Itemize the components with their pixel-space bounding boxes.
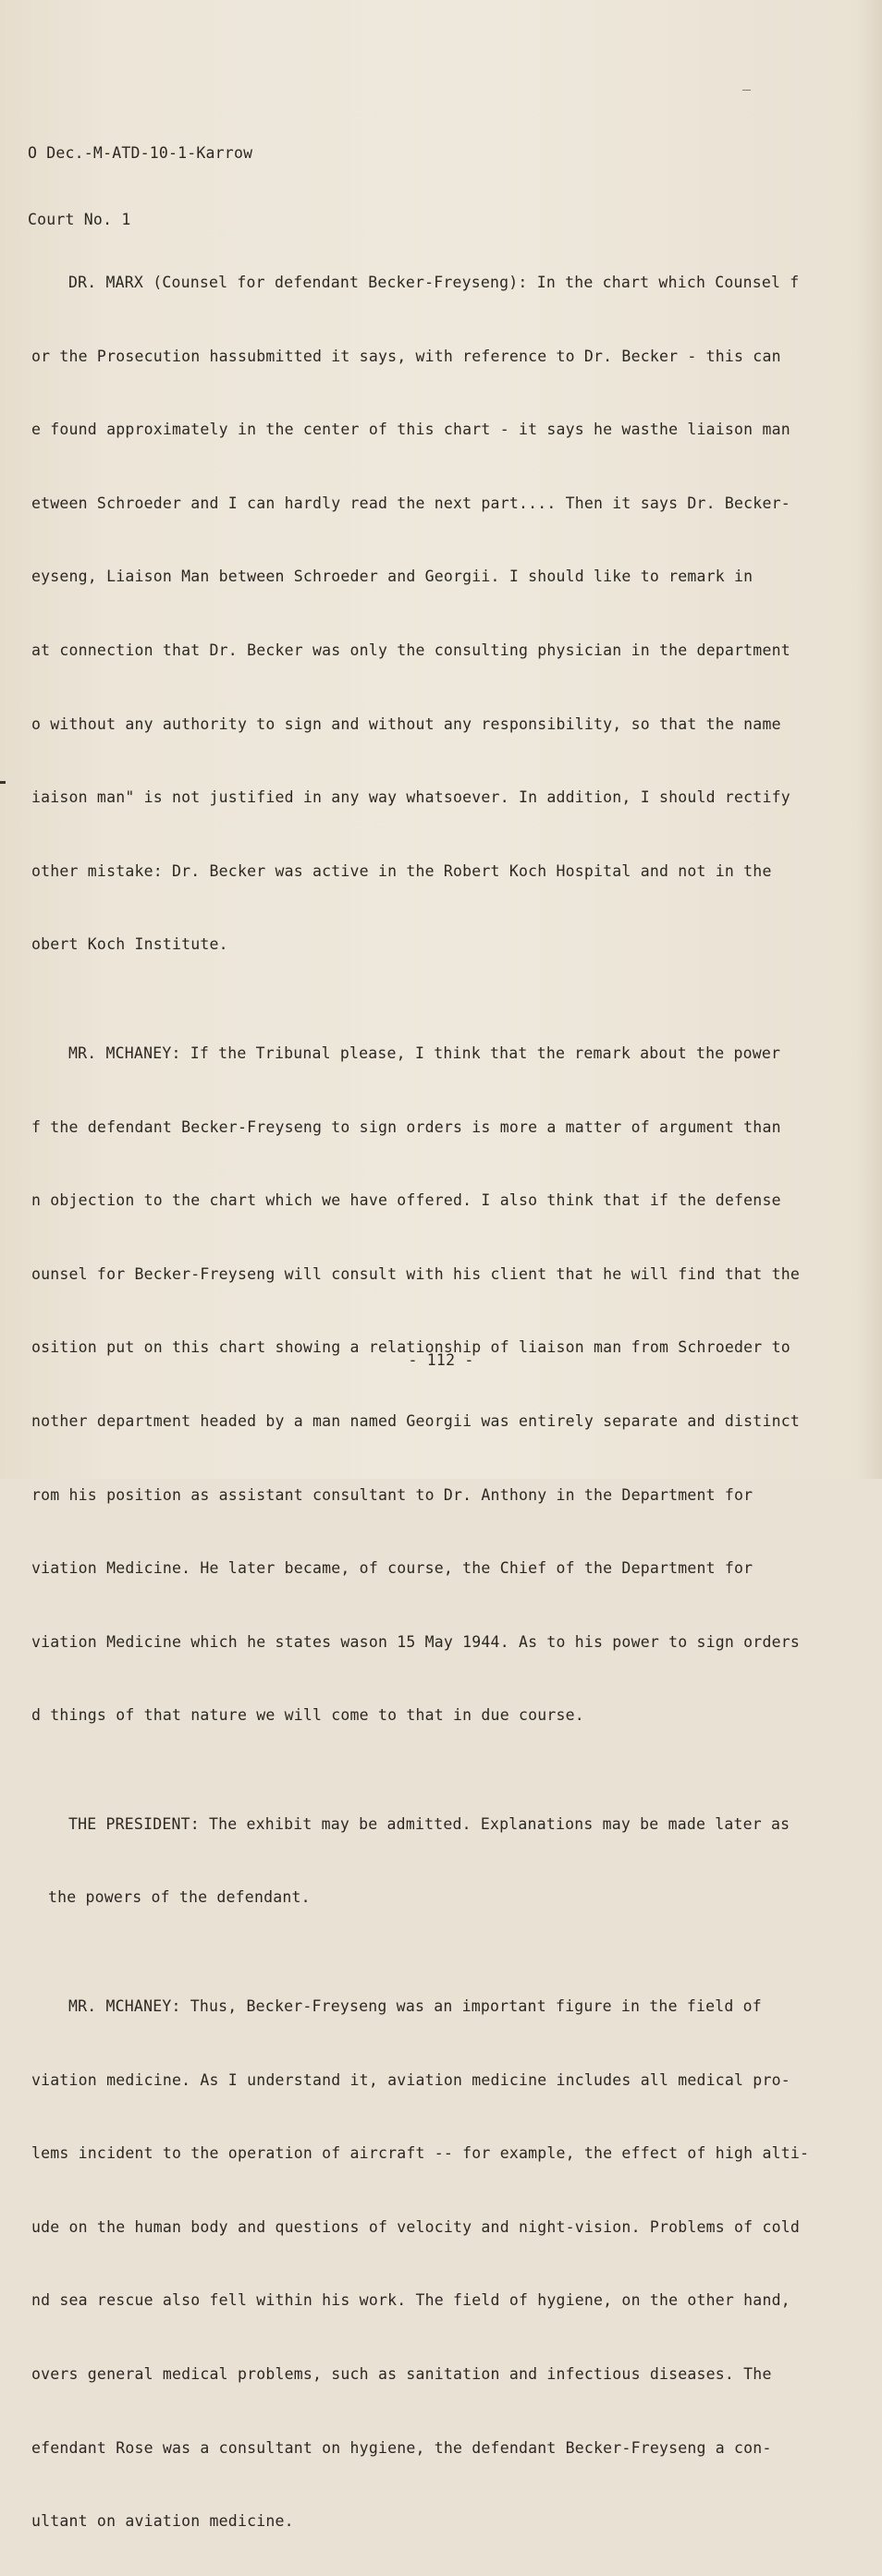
text-line: etween Schroeder and I can hardly read the next part.... Then it says Dr. Becker- <box>31 494 790 512</box>
text-line: d things of that nature we will come to that in due course. <box>31 1706 584 1725</box>
margin-mark <box>0 781 6 784</box>
text-line: or the Prosecution hassubmitted it says, with reference to Dr. Becker - this can <box>31 347 781 365</box>
text-line: nother department headed by a man named Georgii was entirely separate and distinct <box>31 1411 800 1430</box>
text-line: the powers of the defendant. <box>48 1888 311 1907</box>
text-line: ude on the human body and questions of velocity and night-vision. Problems of cold <box>31 2217 800 2236</box>
text-line: eyseng, Liaison Man between Schroeder and Georgii. I should like to remark in <box>31 568 753 586</box>
text-line: o without any authority to sign and without any responsibility, so that the name <box>31 714 781 733</box>
page-number: - 112 - <box>408 1351 474 1369</box>
transcript-body <box>31 211 864 2576</box>
text-line: rom his position as assistant consultant to Dr. Anthony in the Department for <box>31 1485 753 1504</box>
text-line: e found approximately in the center of this chart - it says he wasthe liaison man <box>31 421 790 439</box>
text-line: viation medicine. As I understand it, aviation medicine includes all medical pro- <box>31 2070 790 2089</box>
text-line: viation Medicine. He later became, of course, the Chief of the Department for <box>31 1559 753 1578</box>
text-line: obert Koch Institute. <box>31 935 228 954</box>
text-line: n objection to the chart which we have offered. I also think that if the defense <box>31 1191 781 1210</box>
text-line: MR. MCHANEY: Thus, Becker-Freyseng was an important figure in the field of <box>68 1997 762 2016</box>
text-line: lems incident to the operation of aircraft -- for example, the effect of high alti- <box>31 2144 810 2163</box>
text-line: DR. MARX (Counsel for defendant Becker-Freyseng): In the chart which Counsel f <box>68 274 800 291</box>
text-line: THE PRESIDENT: The exhibit may be admitted. Explanations may be made later as <box>68 1814 790 1833</box>
text-line: nd sea rescue also fell within his work. The field of hygiene, on the other hand, <box>31 2291 790 2310</box>
text-line: efendant Rose was a consultant on hygiene, the defendant Becker-Freyseng a con- <box>31 2438 772 2457</box>
text-line: overs general medical problems, such as sanitation and infectious diseases. The <box>31 2365 772 2384</box>
text-line: iaison man" is not justified in any way whatsoever. In addition, I should rectify <box>31 788 790 807</box>
text-line: f the defendant Becker-Freyseng to sign orders is more a matter of argument than <box>31 1117 781 1136</box>
header-reference: O Dec.-M-ATD-10-1-Karrow <box>28 144 253 162</box>
text-line: ultant on aviation medicine. <box>31 2512 294 2531</box>
header-court: Court No. 1 <box>28 211 131 228</box>
stray-mark <box>742 90 751 91</box>
text-line: at connection that Dr. Becker was only the consulting physician in the department <box>31 641 790 659</box>
text-line: viation Medicine which he states wason 15 May 1944. As to his power to sign orders <box>31 1632 800 1651</box>
text-line: ounsel for Becker-Freyseng will consult with his client that he will find that the <box>31 1264 800 1283</box>
text-line: MR. MCHANEY: If the Tribunal please, I think that the remark about the power <box>68 1044 781 1062</box>
text-line: osition put on this chart showing a relationship of liaison man from Schroeder to <box>31 1338 790 1357</box>
text-line: other mistake: Dr. Becker was active in the Robert Koch Hospital and not in the <box>31 861 772 880</box>
